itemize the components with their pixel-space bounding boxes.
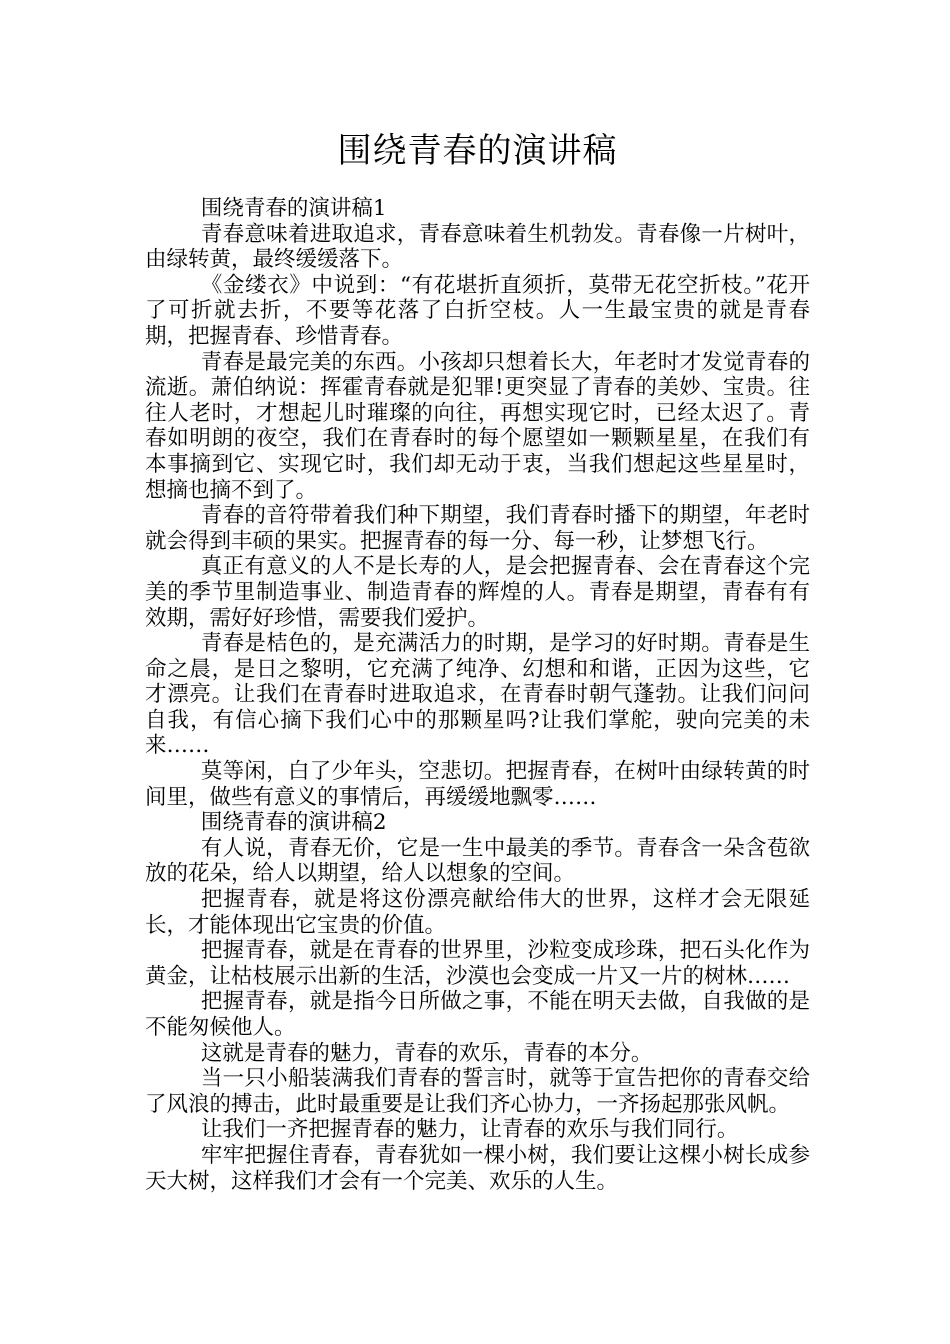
paragraph: 牢牢把握住青春，青春犹如一棵小树，我们要让这棵小树长成参天大树，这样我们才会有一个完美、欢乐的人生。 [145, 1142, 810, 1194]
paragraph: 把握青春，就是将这份漂亮献给伟大的世界，这样才会无限延长，才能体现出它宝贵的价值。 [145, 887, 810, 938]
document-page [145, 128, 810, 1194]
paragraph: 把握青春，就是指今日所做之事，不能在明天去做，自我做的是不能匆候他人。 [145, 989, 810, 1040]
paragraph: 把握青春，就是在青春的世界里，沙粒变成珍珠，把石头化作为黄金，让枯枝展示出新的生活，沙漠也会变成一片又一片的树林…… [145, 938, 810, 989]
paragraph: 青春是桔色的，是充满活力的时期，是学习的好时期。青春是生命之晨，是日之黎明，它充满了纯净、幻想和和谐，正因为这些，它才漂亮。让我们在青春时进取追求，在青春时朝气蓬勃。让我们问问自我，有信心摘下我们心中的那颗星吗?让我们掌舵，驶向完美的未来…… [145, 631, 810, 759]
paragraph: 真正有意义的人不是长寿的人，是会把握青春、会在青春这个完美的季节里制造事业、制造青春的辉煌的人。青春是期望，青春有有效期，需好好珍惜，需要我们爱护。 [145, 554, 810, 631]
subheading-speech-1: 围绕青春的演讲稿1 [200, 196, 387, 221]
paragraph: 有人说，青春无价，它是一生中最美的季节。青春含一朵含苞欲放的花朵，给人以期望，给人以想象的空间。 [145, 835, 810, 887]
paragraph: 《金缕衣》中说到：“有花堪折直须折，莫带无花空折枝。”花开了可折就去折，不要等花落了白折空枝。人一生最宝贵的就是青春期，把握青春、珍惜青春。 [145, 272, 810, 349]
paragraph: 青春意味着进取追求，青春意味着生机勃发。青春像一片树叶，由绿转黄，最终缓缓落下。 [145, 221, 810, 273]
subheading-speech-2: 围绕青春的演讲稿2 [200, 810, 387, 836]
paragraph: 青春是最完美的东西。小孩却只想着长大，年老时才发觉青春的流逝。萧伯纳说：挥霍青春就是犯罪!更突显了青春的美妙、宝贵。往往人老时，才想起儿时璀璨的向往，再想实现它时，已经太迟了。青春如明朗的夜空，我们在青春时的每个愿望如一颗颗星星，在我们有本事摘到它、实现它时，我们却无动于衷，当我们想起这些星星时，想摘也摘不到了。 [145, 349, 810, 503]
document-body [145, 196, 810, 1194]
document-title: 围绕青春的演讲稿 [337, 131, 618, 171]
paragraph: 莫等闲，白了少年头，空悲切。把握青春，在树叶由绿转黄的时间里，做些有意义的事情后，再缓缓地飘零…… [145, 759, 810, 810]
paragraph: 青春的音符带着我们种下期望，我们青春时播下的期望，年老时就会得到丰硕的果实。把握青春的每一分、每一秒，让梦想飞行。 [145, 503, 810, 554]
paragraph: 当一只小船装满我们青春的誓言时，就等于宣告把你的青春交给了风浪的搏击，此时最重要是让我们齐心协力，一齐扬起那张风帆。 [145, 1066, 810, 1117]
paragraph: 这就是青春的魅力，青春的欢乐，青春的本分。 [200, 1040, 653, 1066]
paragraph: 让我们一齐把握青春的魅力，让青春的欢乐与我们同行。 [200, 1117, 739, 1143]
